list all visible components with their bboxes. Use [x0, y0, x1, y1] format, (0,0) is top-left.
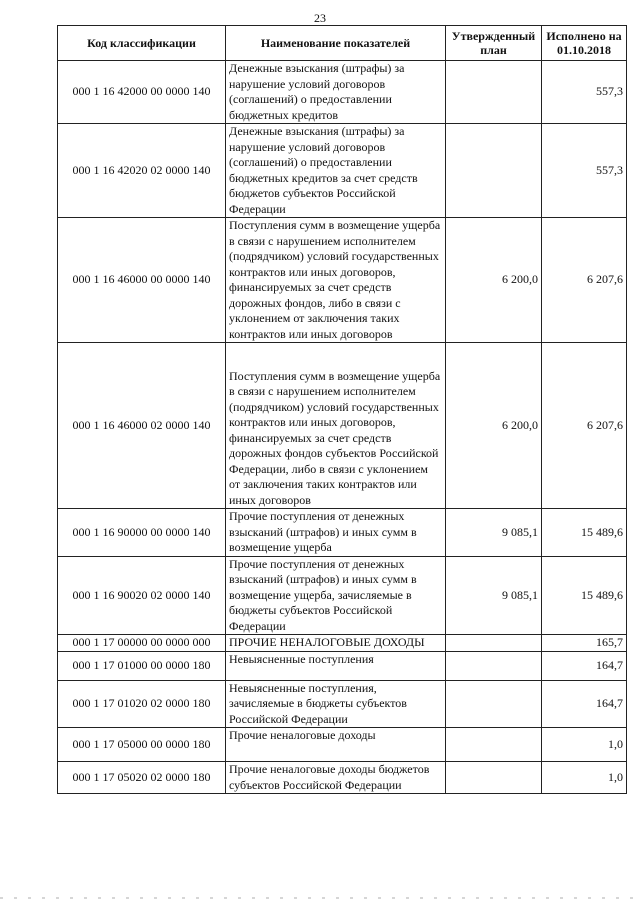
- classification-code: 000 1 17 01020 02 0000 180: [58, 680, 226, 728]
- classification-code: 000 1 16 90020 02 0000 140: [58, 556, 226, 635]
- header-executed: Исполнено на 01.10.2018: [542, 26, 627, 61]
- table-row: [58, 509, 627, 557]
- table-row: [58, 218, 627, 343]
- table-row: [58, 651, 627, 680]
- classification-code: 000 1 17 05000 00 0000 180: [58, 728, 226, 762]
- header-row: [58, 26, 627, 61]
- classification-code: 000 1 17 05020 02 0000 180: [58, 762, 226, 794]
- approved-plan: [446, 635, 542, 652]
- page-number: 23: [314, 11, 326, 25]
- approved-plan: 6 200,0: [446, 343, 542, 509]
- classification-code: 000 1 17 00000 00 0000 000: [58, 635, 226, 652]
- table-row: [58, 762, 627, 794]
- classification-code: 000 1 16 46000 00 0000 140: [58, 218, 226, 343]
- approved-plan: [446, 680, 542, 728]
- table-row: [58, 556, 627, 635]
- indicator-name: Денежные взыскания (штрафы) за нарушение условий договоров (соглашений) о предоставлении бюджетных кредитов за счет средств бюджетов субъектов Российской Федерации: [226, 124, 446, 218]
- executed-amount: 557,3: [542, 124, 627, 218]
- executed-amount: 15 489,6: [542, 556, 627, 635]
- executed-amount: 6 207,6: [542, 343, 627, 509]
- executed-amount: 164,7: [542, 680, 627, 728]
- indicator-name: Прочие неналоговые доходы: [226, 728, 446, 762]
- indicator-name: ПРОЧИЕ НЕНАЛОГОВЫЕ ДОХОДЫ: [226, 635, 446, 652]
- header-plan: Утвержденный план: [446, 26, 542, 61]
- table-row: [58, 343, 627, 509]
- indicator-name: Поступления сумм в возмещение ущерба в связи с нарушением исполнителем (подрядчиком) условий государственных контрактов или иных договоров, финансируемых за счет средств дорожных фондов субъектов Российской Федерации, либо в связи с уклонением от заключения таких контрактов или иных договоров: [226, 343, 446, 509]
- classification-code: 000 1 16 90000 00 0000 140: [58, 509, 226, 557]
- header-name: Наименование показателей: [226, 26, 446, 61]
- executed-amount: 165,7: [542, 635, 627, 652]
- executed-amount: 1,0: [542, 762, 627, 794]
- indicator-name: Прочие поступления от денежных взысканий (штрафов) и иных сумм в возмещение ущерба, зачисляемые в бюджеты субъектов Российской Федерации: [226, 556, 446, 635]
- executed-amount: 164,7: [542, 651, 627, 680]
- classification-code: 000 1 17 01000 00 0000 180: [58, 651, 226, 680]
- table-header: [58, 26, 627, 61]
- budget-table: [57, 25, 627, 794]
- table-row: [58, 635, 627, 652]
- classification-code: 000 1 16 42020 02 0000 140: [58, 124, 226, 218]
- approved-plan: [446, 61, 542, 124]
- approved-plan: [446, 728, 542, 762]
- table-row: [58, 124, 627, 218]
- executed-amount: 1,0: [542, 728, 627, 762]
- table-row: [58, 680, 627, 728]
- table-row: [58, 728, 627, 762]
- approved-plan: 6 200,0: [446, 218, 542, 343]
- header-code: Код классификации: [58, 26, 226, 61]
- approved-plan: 9 085,1: [446, 556, 542, 635]
- classification-code: 000 1 16 42000 00 0000 140: [58, 61, 226, 124]
- indicator-name: Денежные взыскания (штрафы) за нарушение условий договоров (соглашений) о предоставлении бюджетных кредитов: [226, 61, 446, 124]
- indicator-name: Прочие поступления от денежных взысканий (штрафов) и иных сумм в возмещение ущерба: [226, 509, 446, 557]
- scan-noise-line: [0, 897, 640, 899]
- indicator-name: Невыясненные поступления: [226, 651, 446, 680]
- indicator-name: Прочие неналоговые доходы бюджетов субъектов Российской Федерации: [226, 762, 446, 794]
- approved-plan: [446, 124, 542, 218]
- approved-plan: [446, 762, 542, 794]
- indicator-name: Невыясненные поступления, зачисляемые в бюджеты субъектов Российской Федерации: [226, 680, 446, 728]
- approved-plan: 9 085,1: [446, 509, 542, 557]
- approved-plan: [446, 651, 542, 680]
- executed-amount: 6 207,6: [542, 218, 627, 343]
- table-body: [58, 61, 627, 794]
- classification-code: 000 1 16 46000 02 0000 140: [58, 343, 226, 509]
- executed-amount: 557,3: [542, 61, 627, 124]
- indicator-name: Поступления сумм в возмещение ущерба в связи с нарушением исполнителем (подрядчиком) условий государственных контрактов или иных договоров, финансируемых за счет средств дорожных фондов, либо в связи с уклонением от заключения таких контрактов или иных договоров: [226, 218, 446, 343]
- table-row: [58, 61, 627, 124]
- executed-amount: 15 489,6: [542, 509, 627, 557]
